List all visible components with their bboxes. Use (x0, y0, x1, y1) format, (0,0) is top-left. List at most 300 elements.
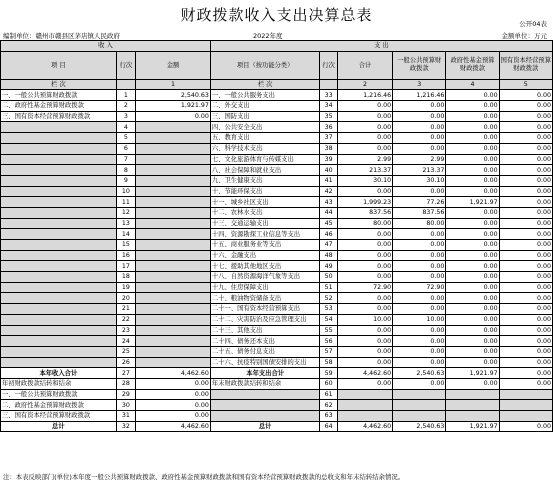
expense-total: 0.00 (337, 325, 392, 336)
expense-item: 八、社会保障和就业支出 (210, 165, 320, 176)
expense-rowno: 42 (320, 186, 337, 197)
income-item (1, 165, 117, 176)
expense-item: 二十一、国有资本经营预算支出 (210, 304, 320, 315)
expense-total: 0.00 (337, 272, 392, 283)
expense-gov-fund: 0.00 (446, 90, 499, 101)
income-item (1, 143, 117, 154)
expense-gov-fund: 0.00 (446, 282, 499, 293)
expense-total: 0.00 (337, 346, 392, 357)
expense-total: 1,999.23 (337, 197, 392, 208)
expense-total (337, 389, 392, 400)
income-item (1, 250, 117, 261)
income-amount (136, 346, 211, 357)
total-header: 合计 (337, 51, 392, 79)
expense-state-capital: 0.00 (499, 218, 552, 229)
expense-state-capital: 0.00 (499, 357, 552, 368)
expense-item: 四、公共安全支出 (210, 122, 320, 133)
expense-gov-fund: 0.00 (446, 250, 499, 261)
income-amount (136, 133, 211, 144)
expense-state-capital: 0.00 (499, 197, 552, 208)
expense-total: 80.00 (337, 218, 392, 229)
unit-label: 金额单位：万元 (501, 32, 547, 40)
expense-rowno: 56 (320, 336, 337, 347)
income-item (1, 282, 117, 293)
expense-gov-fund: 0.00 (446, 154, 499, 165)
income-rowno: 16 (116, 250, 135, 261)
expense-state-capital: 0.00 (499, 143, 552, 154)
expense-total: 72.90 (337, 282, 392, 293)
state-capital-header: 国有资本经营预算财政拨款 (499, 51, 552, 79)
lanci-label: 栏 次 (1, 79, 117, 90)
expense-general: 0.00 (393, 122, 446, 133)
expense-general: 0.00 (393, 336, 446, 347)
income-item (1, 240, 117, 251)
col-index-2: 2 (337, 79, 392, 90)
expense-general: 0.00 (393, 186, 446, 197)
footnote: 注：本表反映部门(单位)本年度一般公共预算财政拨款、政府性基金预算财政拨款和国有资本经营预算财政拨款的总收支和年末结转结余情况。 (3, 473, 405, 481)
header-row-section (1, 41, 553, 52)
income-rowno: 20 (116, 293, 135, 304)
table-row (1, 133, 553, 144)
expense-state-capital: 0.00 (499, 90, 552, 101)
expense-general: 30.10 (393, 175, 446, 186)
income-amount: 0.00 (136, 400, 211, 411)
income-item: 一、一般公共预算财政拨款 (1, 90, 117, 101)
expense-state-capital: 0.00 (499, 240, 552, 251)
grand-total-rowno: 32 (116, 421, 135, 432)
expense-total-general: 2,540.63 (393, 368, 446, 379)
expense-state-capital: 0.00 (499, 346, 552, 357)
expense-state-capital (499, 389, 552, 400)
expense-gov-fund: 0.00 (446, 325, 499, 336)
income-rowno: 18 (116, 272, 135, 283)
expense-total: 0.00 (337, 122, 392, 133)
income-rowno: 30 (116, 400, 135, 411)
budget-table (0, 40, 553, 432)
expense-total: 1,216.46 (337, 90, 392, 101)
expense-total: 0.00 (337, 261, 392, 272)
table-row (1, 165, 553, 176)
income-header: 收 入 (1, 41, 211, 52)
expense-general: 0.00 (393, 250, 446, 261)
expense-total: 0.00 (337, 304, 392, 315)
table-row (1, 346, 553, 357)
expense-state-capital: 0.00 (499, 229, 552, 240)
income-rowno: 11 (116, 197, 135, 208)
lanci-label-right: 栏 次 (210, 79, 320, 90)
expense-general: 213.37 (393, 165, 446, 176)
expense-general: 0.00 (393, 240, 446, 251)
expense-general: 0.00 (393, 304, 446, 315)
expense-state-capital: 0.00 (499, 378, 552, 389)
income-item (1, 186, 117, 197)
func-item-header: 项目（按功能分类） (210, 51, 320, 79)
expense-state-capital: 0.00 (499, 293, 552, 304)
table-row (1, 357, 553, 368)
expense-general: 0.00 (393, 357, 446, 368)
income-rowno: 5 (116, 133, 135, 144)
table-row (1, 314, 553, 325)
expense-rowno: 48 (320, 250, 337, 261)
expense-state-capital: 0.00 (499, 111, 552, 122)
income-amount: 0.00 (136, 411, 211, 422)
general-budget-header: 一般公共预算财政拨款 (393, 51, 446, 79)
table-row (1, 143, 553, 154)
income-amount (136, 197, 211, 208)
income-item: 三、国有资本经营预算财政拨款 (1, 111, 117, 122)
expense-total: 2.99 (337, 154, 392, 165)
income-item (1, 357, 117, 368)
expense-gov-fund: 0.00 (446, 101, 499, 112)
income-rowno: 12 (116, 207, 135, 218)
expense-total: 0.00 (337, 186, 392, 197)
income-amount (136, 207, 211, 218)
income-item (1, 293, 117, 304)
grand-total-rowno-right: 64 (320, 421, 337, 432)
expense-total: 0.00 (337, 378, 392, 389)
expense-general: 0.00 (393, 133, 446, 144)
income-item (1, 197, 117, 208)
expense-gov-fund: 0.00 (446, 229, 499, 240)
expense-state-capital: 0.00 (499, 165, 552, 176)
expense-state-capital: 0.00 (499, 175, 552, 186)
table-row (1, 282, 553, 293)
income-rowno: 10 (116, 186, 135, 197)
income-rowno: 26 (116, 357, 135, 368)
income-rowno: 13 (116, 218, 135, 229)
expense-total: 0.00 (337, 240, 392, 251)
expense-item: 二、外交支出 (210, 101, 320, 112)
grand-total-sum: 4,462.60 (337, 421, 392, 432)
table-row (1, 111, 553, 122)
grand-total-state-capital: 0.00 (499, 421, 552, 432)
expense-rowno: 54 (320, 314, 337, 325)
income-amount (136, 175, 211, 186)
expense-general: 0.00 (393, 378, 446, 389)
expense-item: 二十六、抗疫特别国债安排的支出 (210, 357, 320, 368)
expense-state-capital: 0.00 (499, 272, 552, 283)
income-item (1, 304, 117, 315)
table-row (1, 250, 553, 261)
expense-total-state-capital: 0.00 (499, 368, 552, 379)
income-amount (136, 218, 211, 229)
expense-rowno: 55 (320, 325, 337, 336)
expense-general: 0.00 (393, 229, 446, 240)
expense-total-rowno: 59 (320, 368, 337, 379)
income-amount (136, 165, 211, 176)
expense-rowno: 53 (320, 304, 337, 315)
expense-rowno: 58 (320, 357, 337, 368)
expense-state-capital (499, 411, 552, 422)
expense-general: 1,216.46 (393, 90, 446, 101)
income-total-amount: 4,462.60 (136, 368, 211, 379)
grand-total-label-right: 总计 (210, 421, 320, 432)
income-amount: 0.00 (136, 389, 211, 400)
expense-state-capital: 0.00 (499, 336, 552, 347)
table-row (1, 90, 553, 101)
expense-total: 0.00 (337, 133, 392, 144)
expense-state-capital: 0.00 (499, 154, 552, 165)
income-amount (136, 304, 211, 315)
expense-item: 十、节能环保支出 (210, 186, 320, 197)
expense-general (393, 389, 446, 400)
income-item (1, 122, 117, 133)
table-row (1, 336, 553, 347)
expense-general: 0.00 (393, 143, 446, 154)
expense-general (393, 411, 446, 422)
income-rowno: 19 (116, 282, 135, 293)
table-row (1, 304, 553, 315)
expense-item: 六、科学技术支出 (210, 143, 320, 154)
col-index-3: 3 (393, 79, 446, 90)
expense-state-capital: 0.00 (499, 314, 552, 325)
table-row (1, 272, 553, 283)
income-amount (136, 357, 211, 368)
org-label: 编制单位：赣州市赣县区茅店镇人民政府 (3, 32, 120, 40)
col-index-5: 5 (499, 79, 552, 90)
income-amount (136, 261, 211, 272)
income-amount: 1,921.97 (136, 101, 211, 112)
expense-general: 0.00 (393, 261, 446, 272)
expense-total (337, 400, 392, 411)
income-amount (136, 272, 211, 283)
expense-rowno: 33 (320, 90, 337, 101)
expense-total: 0.00 (337, 293, 392, 304)
year-label: 2022年度 (253, 32, 283, 40)
income-item (1, 175, 117, 186)
expense-item: 二十三、其他支出 (210, 325, 320, 336)
expense-gov-fund: 0.00 (446, 133, 499, 144)
income-amount (136, 314, 211, 325)
income-rowno: 23 (116, 325, 135, 336)
expense-general: 0.00 (393, 325, 446, 336)
income-amount (136, 143, 211, 154)
table-row (1, 261, 553, 272)
income-amount (136, 186, 211, 197)
income-item (1, 229, 117, 240)
item-header: 项 目 (1, 51, 117, 79)
rowno-header: 行次 (116, 51, 135, 79)
table-row (1, 101, 553, 112)
income-rowno: 1 (116, 90, 135, 101)
expense-item: 十九、住房保障支出 (210, 282, 320, 293)
table-row (1, 400, 553, 411)
income-rowno: 28 (116, 378, 135, 389)
expense-rowno: 45 (320, 218, 337, 229)
expense-item: 五、教育支出 (210, 133, 320, 144)
form-number: 公开04表 (519, 20, 547, 28)
expense-rowno: 37 (320, 133, 337, 144)
table-row (1, 122, 553, 133)
expense-rowno: 34 (320, 101, 337, 112)
income-rowno: 8 (116, 165, 135, 176)
income-rowno: 24 (116, 336, 135, 347)
table-row (1, 154, 553, 165)
grand-total-gov-fund: 1,921.97 (446, 421, 499, 432)
income-item (1, 154, 117, 165)
expense-rowno: 39 (320, 154, 337, 165)
expense-total-sum: 4,462.60 (337, 368, 392, 379)
table-row (1, 411, 553, 422)
income-item (1, 207, 117, 218)
expense-gov-fund: 0.00 (446, 272, 499, 283)
income-rowno: 22 (116, 314, 135, 325)
income-amount (136, 336, 211, 347)
table-row (1, 325, 553, 336)
expense-general: 0.00 (393, 293, 446, 304)
expense-total: 0.00 (337, 357, 392, 368)
expense-rowno: 57 (320, 346, 337, 357)
expense-general: 10.00 (393, 314, 446, 325)
expense-item: 年末财政拨款结转和结余 (210, 378, 320, 389)
expense-general: 0.00 (393, 346, 446, 357)
gov-fund-header: 政府性基金预算财政拨款 (446, 51, 499, 79)
income-rowno: 14 (116, 229, 135, 240)
income-item (1, 325, 117, 336)
expense-gov-fund: 0.00 (446, 218, 499, 229)
income-rowno: 6 (116, 143, 135, 154)
expense-total: 0.00 (337, 143, 392, 154)
expense-rowno: 51 (320, 282, 337, 293)
table-row (1, 240, 553, 251)
expense-gov-fund: 0.00 (446, 336, 499, 347)
expense-gov-fund (446, 389, 499, 400)
table-row (1, 378, 553, 389)
income-amount (136, 229, 211, 240)
expense-gov-fund: 0.00 (446, 186, 499, 197)
expense-item: 十八、自然资源海洋气象等支出 (210, 272, 320, 283)
expense-gov-fund (446, 411, 499, 422)
grand-total-general: 2,540.63 (393, 421, 446, 432)
expense-total: 0.00 (337, 101, 392, 112)
expense-general: 72.90 (393, 282, 446, 293)
expense-general: 0.00 (393, 101, 446, 112)
expense-total: 30.10 (337, 175, 392, 186)
expense-gov-fund: 0.00 (446, 122, 499, 133)
income-rowno: 29 (116, 389, 135, 400)
expense-item (210, 411, 320, 422)
table-row (1, 293, 553, 304)
expense-rowno: 63 (320, 411, 337, 422)
expense-item: 二十二、灾害防治及应急管理支出 (210, 314, 320, 325)
expense-total: 0.00 (337, 111, 392, 122)
expense-gov-fund (446, 400, 499, 411)
table-row (1, 207, 553, 218)
expense-rowno: 50 (320, 272, 337, 283)
income-item (1, 133, 117, 144)
expense-item: 一、一般公共服务支出 (210, 90, 320, 101)
income-rowno: 9 (116, 175, 135, 186)
expense-total-label: 本年支出合计 (210, 368, 320, 379)
income-amount: 2,540.63 (136, 90, 211, 101)
income-rowno: 3 (116, 111, 135, 122)
expense-total: 837.56 (337, 207, 392, 218)
income-item: 二、政府性基金预算财政拨款 (1, 400, 117, 411)
expense-gov-fund: 0.00 (446, 304, 499, 315)
income-amount (136, 325, 211, 336)
income-item (1, 218, 117, 229)
expense-item: 九、卫生健康支出 (210, 175, 320, 186)
income-amount: 0.00 (136, 378, 211, 389)
table-row (1, 197, 553, 208)
expense-state-capital: 0.00 (499, 186, 552, 197)
income-rowno: 21 (116, 304, 135, 315)
expense-item: 二十、粮油物资储备支出 (210, 293, 320, 304)
expense-header: 支 出 (210, 41, 552, 52)
income-amount (136, 240, 211, 251)
expense-item: 七、文化旅游体育与传媒支出 (210, 154, 320, 165)
expense-state-capital: 0.00 (499, 250, 552, 261)
income-amount (136, 282, 211, 293)
income-amount (136, 122, 211, 133)
table-row-grand-total (1, 421, 553, 432)
meta-row (0, 30, 553, 40)
income-rowno: 17 (116, 261, 135, 272)
income-item (1, 272, 117, 283)
expense-state-capital: 0.00 (499, 304, 552, 315)
expense-state-capital: 0.00 (499, 101, 552, 112)
grand-total-amount: 4,462.60 (136, 421, 211, 432)
income-total-rowno: 27 (116, 368, 135, 379)
income-total-label: 本年收入合计 (1, 368, 117, 379)
income-amount (136, 293, 211, 304)
expense-total: 10.00 (337, 314, 392, 325)
income-item (1, 261, 117, 272)
expense-item: 十六、金融支出 (210, 250, 320, 261)
expense-total: 0.00 (337, 250, 392, 261)
expense-general: 0.00 (393, 111, 446, 122)
col-index-1: 1 (136, 79, 211, 90)
header-row-lanci (1, 79, 553, 90)
table-row-subtotal (1, 368, 553, 379)
expense-state-capital: 0.00 (499, 261, 552, 272)
expense-gov-fund: 0.00 (446, 143, 499, 154)
expense-state-capital: 0.00 (499, 207, 552, 218)
income-item: 年初财政拨款结转和结余 (1, 378, 117, 389)
expense-total (337, 411, 392, 422)
expense-rowno: 61 (320, 389, 337, 400)
expense-general: 77.26 (393, 197, 446, 208)
table-row (1, 389, 553, 400)
expense-rowno: 41 (320, 175, 337, 186)
expense-gov-fund: 0.00 (446, 357, 499, 368)
expense-rowno: 47 (320, 240, 337, 251)
income-item (1, 336, 117, 347)
income-item: 一、一般公共预算财政拨款 (1, 389, 117, 400)
expense-rowno: 62 (320, 400, 337, 411)
report-title: 财政拨款收入支出决算总表 (180, 6, 373, 24)
expense-rowno: 35 (320, 111, 337, 122)
expense-rowno: 40 (320, 165, 337, 176)
expense-item (210, 400, 320, 411)
expense-rowno: 49 (320, 261, 337, 272)
expense-item (210, 389, 320, 400)
expense-rowno: 52 (320, 293, 337, 304)
expense-state-capital: 0.00 (499, 122, 552, 133)
income-rowno: 15 (116, 240, 135, 251)
table-row (1, 186, 553, 197)
income-rowno: 25 (116, 346, 135, 357)
table-row (1, 175, 553, 186)
expense-rowno: 46 (320, 229, 337, 240)
expense-gov-fund: 0.00 (446, 175, 499, 186)
expense-general: 837.56 (393, 207, 446, 218)
expense-rowno: 43 (320, 197, 337, 208)
expense-general: 2.99 (393, 154, 446, 165)
header-row-columns (1, 51, 553, 79)
expense-item: 十三、交通运输支出 (210, 218, 320, 229)
expense-item: 三、国防支出 (210, 111, 320, 122)
